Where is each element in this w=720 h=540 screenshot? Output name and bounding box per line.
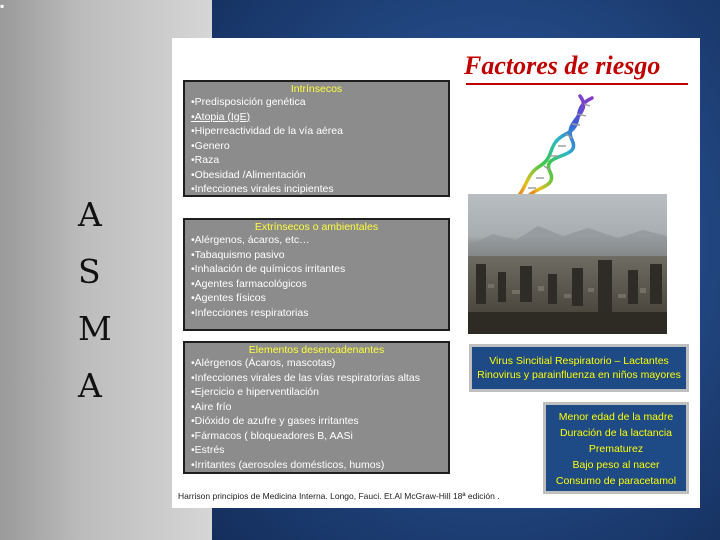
extrinsic-factors-box <box>183 218 450 331</box>
list-item: •Raza <box>191 154 220 166</box>
list-item: •Infecciones respiratorias <box>191 306 309 319</box>
title-letter: A <box>78 366 102 405</box>
triggers-header: Elementos desencadenantes <box>248 344 385 356</box>
box-line: Consumo de paracetamol <box>555 475 677 487</box>
list-item: •Alérgenos, ácaros, etc… <box>191 234 310 246</box>
list-item: •Predisposición genética <box>191 96 306 108</box>
intrinsic-factors-box <box>183 80 450 197</box>
triggers-box <box>183 341 450 474</box>
list-item: •Fármacos ( bloqueadores B, AASi <box>191 429 353 442</box>
list-item: •Dióxido de azufre y gases irritantes <box>191 415 359 427</box>
list-item: •Agentes farmacológicos <box>191 277 307 290</box>
intrinsic-header: Intrínsecos <box>290 83 343 95</box>
title-underline <box>466 83 688 85</box>
list-item: •Ejercicio e hiperventilación <box>191 386 319 398</box>
list-item: •Hiperreactividad de la vía aérea <box>191 125 343 137</box>
title-letter: S <box>78 252 101 291</box>
perinatal-factors-box <box>543 402 689 494</box>
box-line: Virus Sincitial Respiratorio – Lactantes <box>489 355 669 367</box>
viral-infections-box <box>469 344 689 392</box>
list-item: •Inhalación de químicos irritantes <box>191 263 346 275</box>
extrinsic-header: Extrínsecos o ambientales <box>254 221 379 233</box>
list-item: •Aire frío <box>191 400 232 413</box>
list-item: •Obesidad /Alimentación <box>191 168 306 181</box>
title-letter: A <box>78 195 102 234</box>
slide-image <box>172 38 700 508</box>
slide-title: Factores de riesgo <box>464 51 661 80</box>
box-line: Bajo peso al nacer <box>572 459 660 471</box>
citation: Harrison principios de Medicina Interna. Longo, Fauci. Et.Al McGraw-Hill 18ª edición . <box>178 491 500 501</box>
box-line: Prematurez <box>588 443 644 455</box>
list-item: •Genero <box>191 139 230 152</box>
list-item: •Irritantes (aerosoles domésticos, humos) <box>191 458 385 471</box>
vertical-title <box>78 186 112 414</box>
list-item: •Alérgenos (Ácaros, mascotas) <box>191 357 336 369</box>
list-item: •Agentes físicos <box>191 292 266 304</box>
list-item: •Infecciones virales de las vías respiratorias altas <box>191 371 420 384</box>
corner-mark: ▪ <box>0 0 5 13</box>
list-item: •Tabaquismo pasivo <box>191 248 285 261</box>
box-line: Menor edad de la madre <box>558 411 674 423</box>
list-item: •Atopia (IgE) <box>191 110 251 123</box>
city-photo <box>468 194 667 334</box>
box-line: Duración de la lactancia <box>559 427 673 439</box>
title-letter: M <box>78 309 112 348</box>
box-line: Rinovirus y parainfluenza en niños mayores <box>477 368 681 381</box>
list-item: •Infecciones virales incipientes <box>191 183 334 195</box>
list-item: •Estrés <box>191 444 225 456</box>
